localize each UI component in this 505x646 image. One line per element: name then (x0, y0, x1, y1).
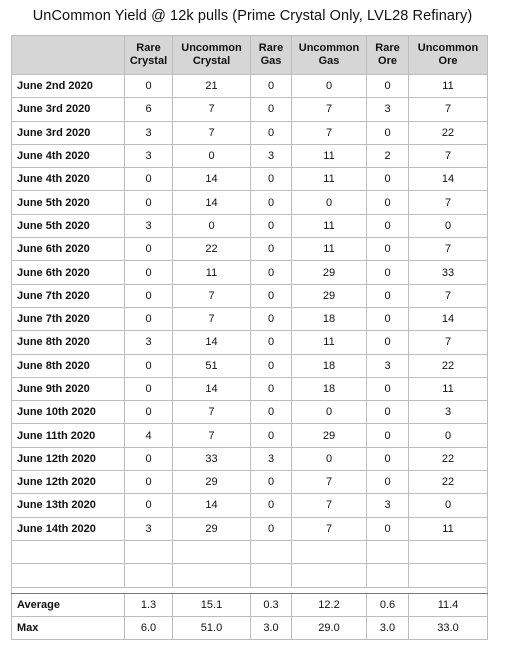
table-cell: 3 (125, 214, 173, 237)
table-cell: 0 (409, 214, 488, 237)
table-cell: 7 (173, 424, 251, 447)
table-cell: 11 (409, 377, 488, 400)
table-cell (292, 540, 367, 563)
column-header: Uncommon Crystal (173, 36, 251, 75)
table-cell (125, 540, 173, 563)
table-cell: 11 (409, 517, 488, 540)
table-cell: 14 (173, 191, 251, 214)
table-cell: 7 (292, 517, 367, 540)
table-cell: 0 (125, 238, 173, 261)
summary-cell: 1.3 (125, 593, 173, 616)
row-label: June 13th 2020 (12, 494, 125, 517)
table-row (12, 401, 488, 424)
summary-label: Average (12, 593, 125, 616)
table-row (12, 98, 488, 121)
table-cell: 2 (367, 144, 409, 167)
column-header: Rare Gas (251, 36, 292, 75)
column-header: Uncommon Gas (292, 36, 367, 75)
row-label: June 6th 2020 (12, 261, 125, 284)
table-cell: 0 (367, 307, 409, 330)
table-row (12, 494, 488, 517)
row-label: June 4th 2020 (12, 144, 125, 167)
table-cell: 7 (292, 121, 367, 144)
table-row (12, 261, 488, 284)
summary-cell: 33.0 (409, 616, 488, 639)
summary-cell: 3.0 (251, 616, 292, 639)
table-cell: 0 (367, 214, 409, 237)
table-row (12, 540, 488, 563)
table-summary (12, 587, 488, 640)
table-cell: 0 (292, 75, 367, 98)
table-cell: 0 (367, 447, 409, 470)
table-cell: 0 (367, 261, 409, 284)
table-cell: 3 (251, 447, 292, 470)
table-cell: 0 (367, 377, 409, 400)
table-cell (409, 540, 488, 563)
table-cell: 3 (125, 331, 173, 354)
row-label: June 5th 2020 (12, 214, 125, 237)
table-row (12, 331, 488, 354)
table-cell: 6 (125, 98, 173, 121)
row-label: June 11th 2020 (12, 424, 125, 447)
table-cell: 7 (173, 284, 251, 307)
table-cell: 29 (292, 284, 367, 307)
table-cell: 0 (367, 517, 409, 540)
row-label (12, 564, 125, 587)
table-cell: 29 (292, 424, 367, 447)
table-cell: 22 (409, 471, 488, 494)
table-cell (173, 540, 251, 563)
table-cell: 0 (125, 401, 173, 424)
table-cell: 7 (409, 191, 488, 214)
table-cell: 0 (173, 214, 251, 237)
table-cell: 22 (173, 238, 251, 261)
table-cell: 3 (367, 494, 409, 517)
table-cell: 0 (251, 214, 292, 237)
table-row (12, 284, 488, 307)
table-cell: 0 (251, 494, 292, 517)
table-cell: 18 (292, 307, 367, 330)
table-cell: 0 (251, 168, 292, 191)
average-row (12, 593, 488, 616)
table-cell: 21 (173, 75, 251, 98)
table-cell: 29 (173, 471, 251, 494)
table-cell (173, 564, 251, 587)
row-label: June 7th 2020 (12, 307, 125, 330)
summary-cell: 12.2 (292, 593, 367, 616)
table-cell: 7 (409, 98, 488, 121)
table-cell: 7 (409, 331, 488, 354)
table-cell: 7 (292, 471, 367, 494)
table-cell: 0 (125, 377, 173, 400)
table-cell: 11 (292, 331, 367, 354)
table-cell: 0 (251, 121, 292, 144)
row-label: June 6th 2020 (12, 238, 125, 261)
row-label: June 7th 2020 (12, 284, 125, 307)
table-cell: 0 (125, 447, 173, 470)
table-cell: 51 (173, 354, 251, 377)
table-cell: 14 (173, 168, 251, 191)
table-cell (409, 564, 488, 587)
row-label: June 3rd 2020 (12, 98, 125, 121)
table-row (12, 121, 488, 144)
table-cell: 7 (173, 307, 251, 330)
table-cell: 0 (367, 401, 409, 424)
table-cell: 0 (367, 121, 409, 144)
table-cell: 11 (292, 144, 367, 167)
table-cell: 0 (292, 401, 367, 424)
table-cell: 0 (409, 424, 488, 447)
table-cell: 0 (367, 424, 409, 447)
table-cell: 0 (367, 284, 409, 307)
table-cell: 0 (292, 447, 367, 470)
table-row (12, 424, 488, 447)
summary-label: Max (12, 616, 125, 639)
table-cell: 22 (409, 447, 488, 470)
table-cell: 11 (292, 168, 367, 191)
table-cell: 7 (173, 121, 251, 144)
table-cell: 0 (251, 261, 292, 284)
row-label: June 12th 2020 (12, 447, 125, 470)
table-cell: 33 (173, 447, 251, 470)
table-cell: 0 (367, 238, 409, 261)
table-cell: 11 (292, 238, 367, 261)
column-header: Uncommon Ore (409, 36, 488, 75)
table-row (12, 144, 488, 167)
row-label: June 8th 2020 (12, 354, 125, 377)
header-row (12, 36, 488, 75)
row-label: June 8th 2020 (12, 331, 125, 354)
table-cell: 0 (251, 75, 292, 98)
table-cell: 0 (125, 471, 173, 494)
table-cell: 0 (251, 238, 292, 261)
table-cell: 14 (409, 168, 488, 191)
max-row (12, 616, 488, 639)
table-cell: 0 (251, 307, 292, 330)
table-row (12, 517, 488, 540)
table-cell: 3 (125, 121, 173, 144)
table-row (12, 168, 488, 191)
table-cell: 0 (367, 331, 409, 354)
table-cell: 0 (251, 191, 292, 214)
table-cell: 14 (173, 377, 251, 400)
row-label: June 2nd 2020 (12, 75, 125, 98)
column-header: Rare Crystal (125, 36, 173, 75)
table-cell: 7 (292, 494, 367, 517)
table-cell: 0 (251, 284, 292, 307)
table-cell: 0 (367, 471, 409, 494)
table-row (12, 191, 488, 214)
row-label: June 12th 2020 (12, 471, 125, 494)
table-cell: 33 (409, 261, 488, 284)
table-row (12, 377, 488, 400)
column-header: Rare Ore (367, 36, 409, 75)
table-cell (251, 564, 292, 587)
table-row (12, 354, 488, 377)
table-cell: 0 (125, 354, 173, 377)
table-cell (125, 564, 173, 587)
table-cell: 0 (251, 98, 292, 121)
table-cell: 3 (125, 144, 173, 167)
table-cell: 18 (292, 354, 367, 377)
table-cell: 7 (292, 98, 367, 121)
table-cell: 0 (251, 471, 292, 494)
table-cell: 14 (409, 307, 488, 330)
table-cell: 0 (251, 377, 292, 400)
table-cell: 14 (173, 494, 251, 517)
table-cell: 3 (409, 401, 488, 424)
table-cell: 11 (173, 261, 251, 284)
summary-cell: 6.0 (125, 616, 173, 639)
row-label: June 14th 2020 (12, 517, 125, 540)
table-cell: 7 (409, 238, 488, 261)
table-cell: 0 (292, 191, 367, 214)
table-row (12, 447, 488, 470)
table-cell: 0 (251, 517, 292, 540)
table-cell: 0 (251, 331, 292, 354)
table-cell: 22 (409, 354, 488, 377)
table-cell: 0 (125, 168, 173, 191)
table-body (12, 75, 488, 588)
table-row (12, 471, 488, 494)
table-cell: 0 (251, 424, 292, 447)
summary-cell: 51.0 (173, 616, 251, 639)
table-cell: 3 (251, 144, 292, 167)
table-cell: 4 (125, 424, 173, 447)
table-cell: 11 (292, 214, 367, 237)
table-cell: 0 (367, 75, 409, 98)
table-cell: 0 (173, 144, 251, 167)
row-label: June 9th 2020 (12, 377, 125, 400)
page-title: UnCommon Yield @ 12k pulls (Prime Crystal Only, LVL28 Refinary) (32, 8, 473, 24)
table-cell: 18 (292, 377, 367, 400)
table-cell: 0 (125, 307, 173, 330)
table-cell: 22 (409, 121, 488, 144)
table-cell: 7 (173, 401, 251, 424)
row-label (12, 540, 125, 563)
table-row (12, 564, 488, 587)
table-row (12, 238, 488, 261)
yield-table (11, 35, 488, 640)
table-cell: 0 (125, 191, 173, 214)
table-cell: 0 (125, 261, 173, 284)
corner-cell (12, 36, 125, 75)
table-cell: 0 (125, 284, 173, 307)
table-cell: 7 (409, 284, 488, 307)
summary-cell: 29.0 (292, 616, 367, 639)
table-cell (367, 564, 409, 587)
table-cell: 3 (367, 98, 409, 121)
table-cell: 7 (173, 98, 251, 121)
table-cell: 0 (125, 75, 173, 98)
table-row (12, 307, 488, 330)
summary-cell: 0.3 (251, 593, 292, 616)
summary-cell: 0.6 (367, 593, 409, 616)
table-row (12, 214, 488, 237)
summary-cell: 3.0 (367, 616, 409, 639)
table-cell (251, 540, 292, 563)
row-label: June 10th 2020 (12, 401, 125, 424)
table-cell: 0 (367, 168, 409, 191)
table-cell: 0 (409, 494, 488, 517)
table-cell: 0 (251, 401, 292, 424)
table-cell (292, 564, 367, 587)
row-label: June 4th 2020 (12, 168, 125, 191)
table-cell (367, 540, 409, 563)
table-cell: 11 (409, 75, 488, 98)
table-cell: 29 (292, 261, 367, 284)
table-cell: 3 (367, 354, 409, 377)
table-cell: 7 (409, 144, 488, 167)
table-cell: 0 (251, 354, 292, 377)
table-cell: 0 (367, 191, 409, 214)
summary-cell: 15.1 (173, 593, 251, 616)
summary-cell: 11.4 (409, 593, 488, 616)
row-label: June 3rd 2020 (12, 121, 125, 144)
row-label: June 5th 2020 (12, 191, 125, 214)
table-cell: 29 (173, 517, 251, 540)
table-row (12, 75, 488, 98)
table-cell: 14 (173, 331, 251, 354)
table-cell: 0 (125, 494, 173, 517)
table-cell: 3 (125, 517, 173, 540)
